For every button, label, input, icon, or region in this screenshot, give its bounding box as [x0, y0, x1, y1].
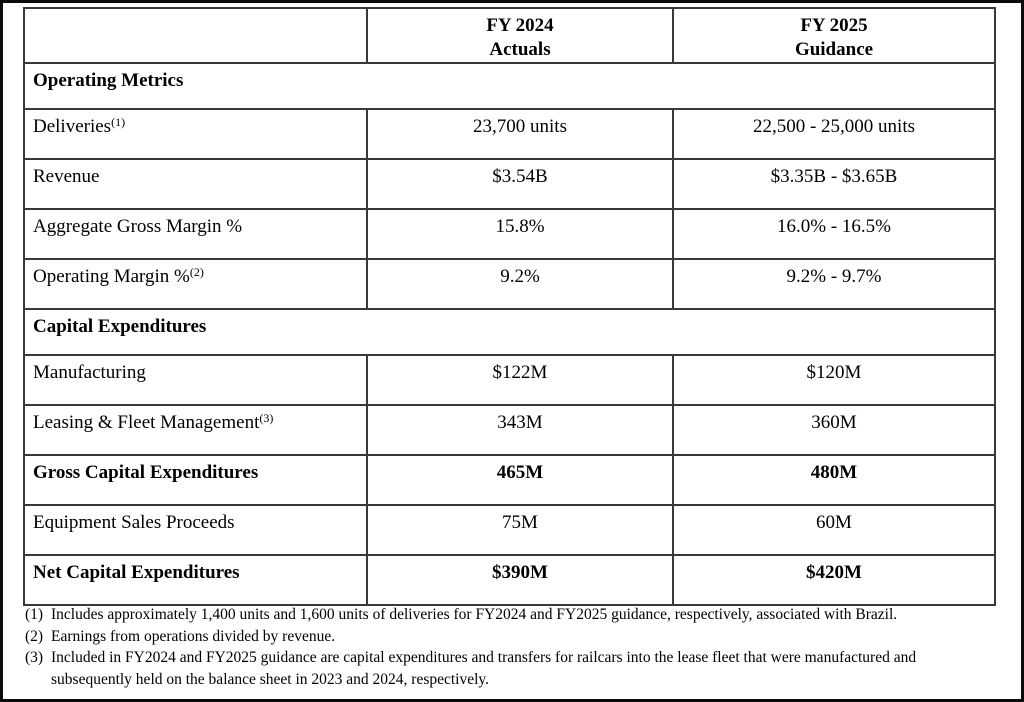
- table-row: [24, 109, 995, 159]
- col-header-fy2024-line2: Actuals: [489, 38, 551, 60]
- fy2025-value: $120M: [673, 355, 995, 405]
- row-label: Revenue: [24, 159, 367, 209]
- table-row: [24, 455, 995, 505]
- section-header-label: Operating Metrics: [24, 63, 995, 109]
- fy2025-value: 480M: [673, 455, 995, 505]
- col-header-fy2024: [367, 8, 673, 63]
- table-row: [24, 355, 995, 405]
- row-label: Manufacturing: [24, 355, 367, 405]
- col-header-fy2025-line2: Guidance: [794, 38, 874, 60]
- table-body: [24, 63, 995, 605]
- table-row: [24, 555, 995, 605]
- footnote-marker: (3): [25, 649, 44, 666]
- row-label: Leasing & Fleet Management$^{(3)}$: [24, 405, 367, 455]
- fy2025-value: 9.2% - 9.7%: [673, 259, 995, 309]
- row-label: Deliveries$^{(1)}$: [24, 109, 367, 159]
- fy2024-value: 75M: [367, 505, 673, 555]
- section-header-label: Capital Expenditures: [24, 309, 995, 355]
- fy2024-value: 15.8%: [367, 209, 673, 259]
- fy2025-value: 22,500 - 25,000 units: [673, 109, 995, 159]
- footnote-text: Included in FY2024 and FY2025 guidance are capital expenditures and transfers for railcars into the lease fleet that were manufactured and subsequently held on the balance sheet in 2023 and 2024, respectively.: [51, 649, 917, 688]
- footnote-marker: (2): [25, 627, 44, 645]
- table-row: [24, 159, 995, 209]
- fy2024-value: $390M: [367, 555, 673, 605]
- fy2025-value: 360M: [673, 405, 995, 455]
- col-header-fy2025-line1: FY 2025: [800, 15, 868, 36]
- footnote-item: [25, 647, 960, 690]
- table-row: [24, 505, 995, 555]
- row-label: Gross Capital Expenditures: [24, 455, 367, 505]
- corner-cell: [24, 8, 367, 63]
- fy2024-value: 343M: [367, 405, 673, 455]
- col-header-fy2025: [673, 8, 995, 63]
- footnote-ref: (2): [189, 264, 204, 279]
- footnote-ref: (3): [259, 410, 274, 425]
- table-row: [24, 259, 995, 309]
- section-header-row: [24, 63, 995, 109]
- fy2025-value: 60M: [673, 505, 995, 555]
- footnote-text: Includes approximately 1,400 units and 1,600 units of deliveries for FY2024 and FY2025 guidance, respectively, associated with Brazil.: [51, 606, 898, 623]
- row-label: Equipment Sales Proceeds: [24, 505, 367, 555]
- table-row: [24, 405, 995, 455]
- footnote-item: [25, 604, 960, 626]
- footnotes: [25, 604, 960, 690]
- footnote-marker: (1): [25, 606, 44, 623]
- fy2024-value: 465M: [367, 455, 673, 505]
- fy2024-value: $122M: [367, 355, 673, 405]
- guidance-table: [23, 7, 996, 606]
- table-header-row: [24, 8, 995, 63]
- row-label: Net Capital Expenditures: [24, 555, 367, 605]
- fy2024-value: $3.54B: [367, 159, 673, 209]
- footnote-item: [25, 626, 960, 648]
- fy2024-value: 23,700 units: [367, 109, 673, 159]
- fy2025-value: 16.0% - 16.5%: [673, 209, 995, 259]
- col-header-fy2024-line1: FY 2024: [486, 15, 554, 36]
- fy2025-value: $420M: [673, 555, 995, 605]
- footnote-text: Earnings from operations divided by revenue.: [51, 627, 336, 645]
- row-label: Operating Margin %$^{(2)}$: [24, 259, 367, 309]
- fy2025-value: $3.35B - $3.65B: [673, 159, 995, 209]
- row-label: Aggregate Gross Margin %: [24, 209, 367, 259]
- fy2024-value: 9.2%: [367, 259, 673, 309]
- footnote-ref: (1): [111, 114, 126, 129]
- table-row: [24, 209, 995, 259]
- section-header-row: [24, 309, 995, 355]
